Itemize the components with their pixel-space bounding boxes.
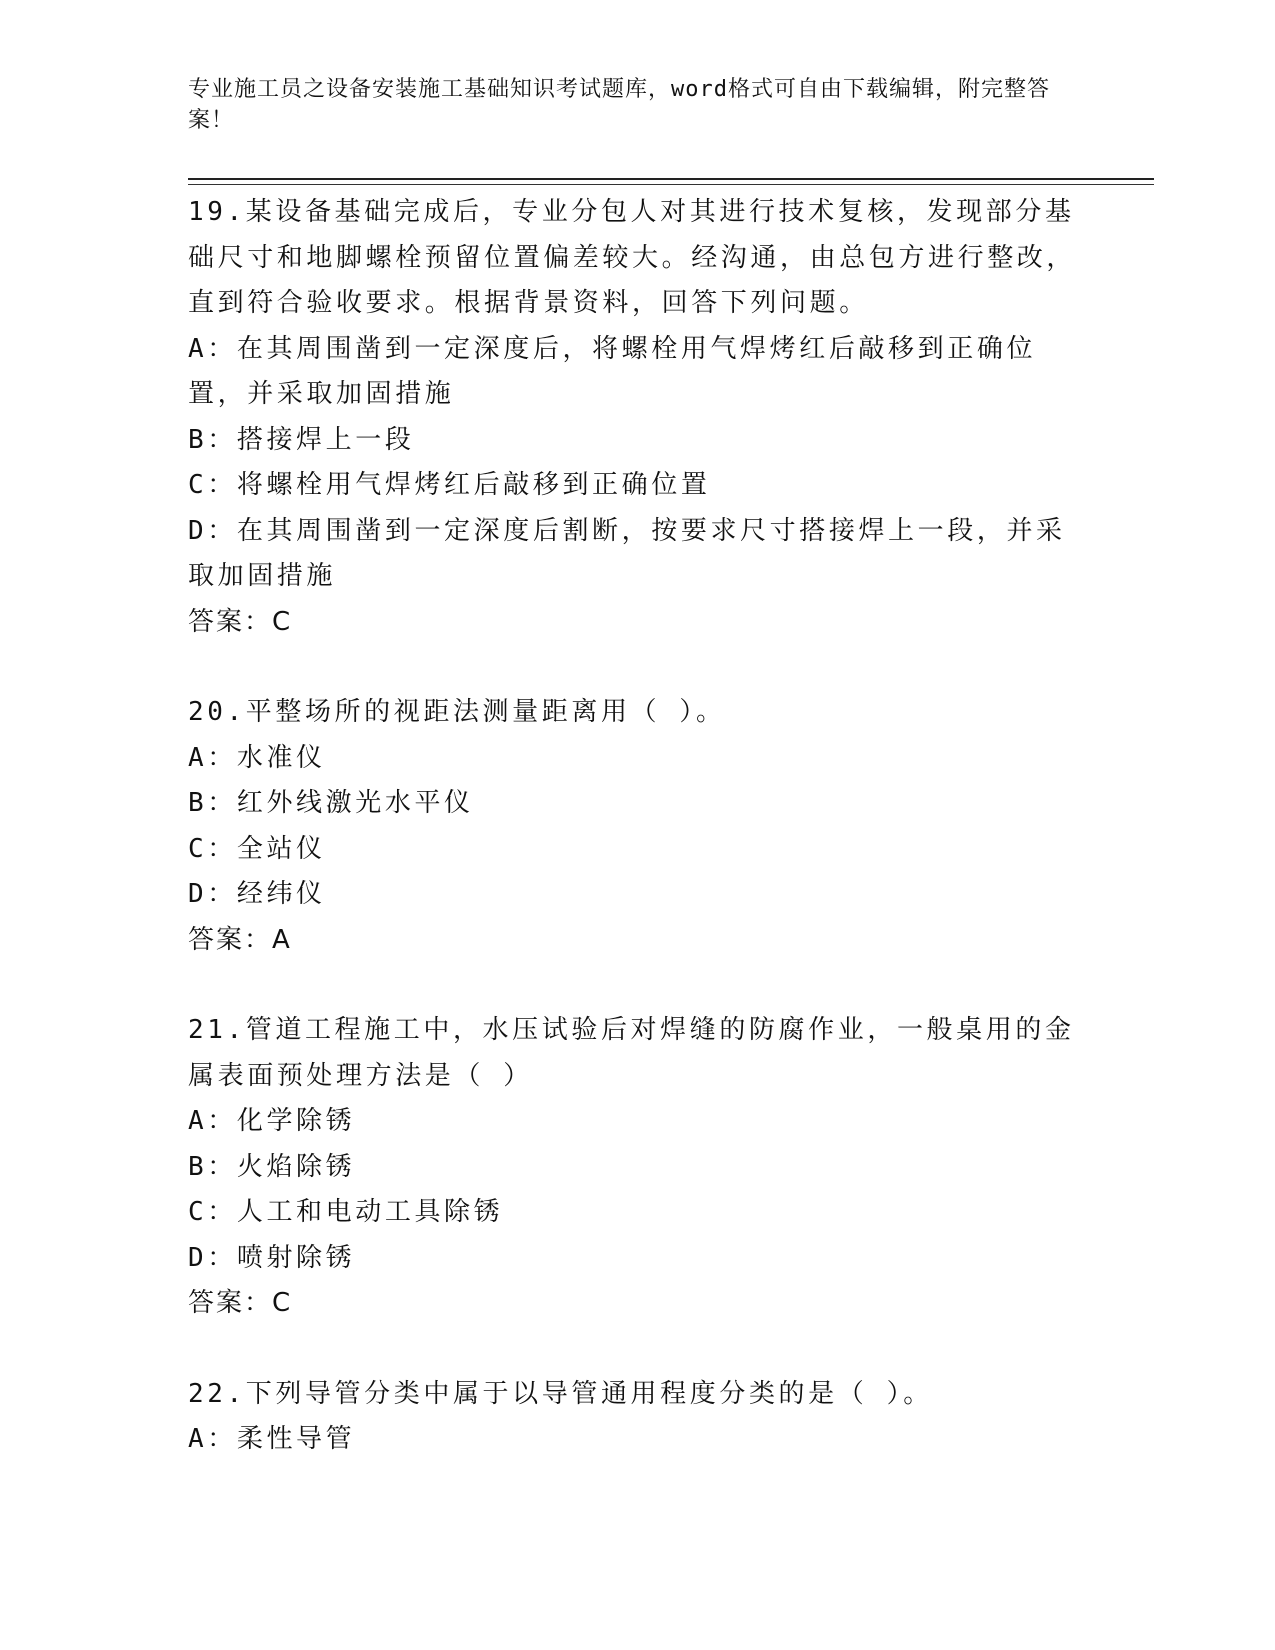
option-c: C：人工和电动工具除锈 [188,1197,504,1227]
header-divider-thin [188,184,1154,185]
option-d: D：经纬仪 [188,879,326,909]
question-21 [188,1008,1078,1327]
document-title: 专业施工员之设备安装施工基础知识考试题库，word格式可自由下载编辑，附完整答案！ [188,77,1050,133]
question-22 [188,1372,1078,1463]
question-stem: 22.下列导管分类中属于以导管通用程度分类的是（ ）。 [188,1378,933,1409]
question-list [188,190,1078,1508]
option-b: B：搭接焊上一段 [188,424,415,455]
option-b: B：火焰除锈 [188,1151,356,1182]
answer-label: 答案：C [188,1288,293,1318]
option-a: A：化学除锈 [188,1106,356,1136]
option-c: C：将螺栓用气焊烤红后敲移到正确位置 [188,470,711,500]
document-header [188,74,1068,136]
answer-label: 答案：A [188,924,292,955]
question-20 [188,690,1078,963]
question-stem: 21.管道工程施工中，水压试验后对焊缝的防腐作业，一般桌用的金属表面预处理方法是（ ） [188,1015,1075,1091]
header-divider-thick [188,178,1154,180]
option-a: A：在其周围凿到一定深度后，将螺栓用气焊烤红后敲移到正确位置，并采取加固措施 [188,333,1037,409]
question-19 [188,190,1078,645]
option-d: D：在其周围凿到一定深度后割断，按要求尺寸搭接焊上一段，并采取加固措施 [188,515,1066,591]
question-stem: 19.某设备基础完成后，专业分包人对其进行技术复核，发现部分基础尺寸和地脚螺栓预留位置偏差较大。经沟通，由总包方进行整改，直到符合验收要求。根据背景资料，回答下列问题。 [188,197,1077,318]
option-a: A：水准仪 [188,742,326,773]
option-b: B：红外线激光水平仪 [188,788,474,818]
option-a: A：柔性导管 [188,1424,356,1454]
option-d: D：喷射除锈 [188,1242,356,1273]
answer-label: 答案：C [188,606,293,637]
option-c: C：全站仪 [188,833,326,864]
question-stem: 20.平整场所的视距法测量距离用（ ）。 [188,697,726,727]
